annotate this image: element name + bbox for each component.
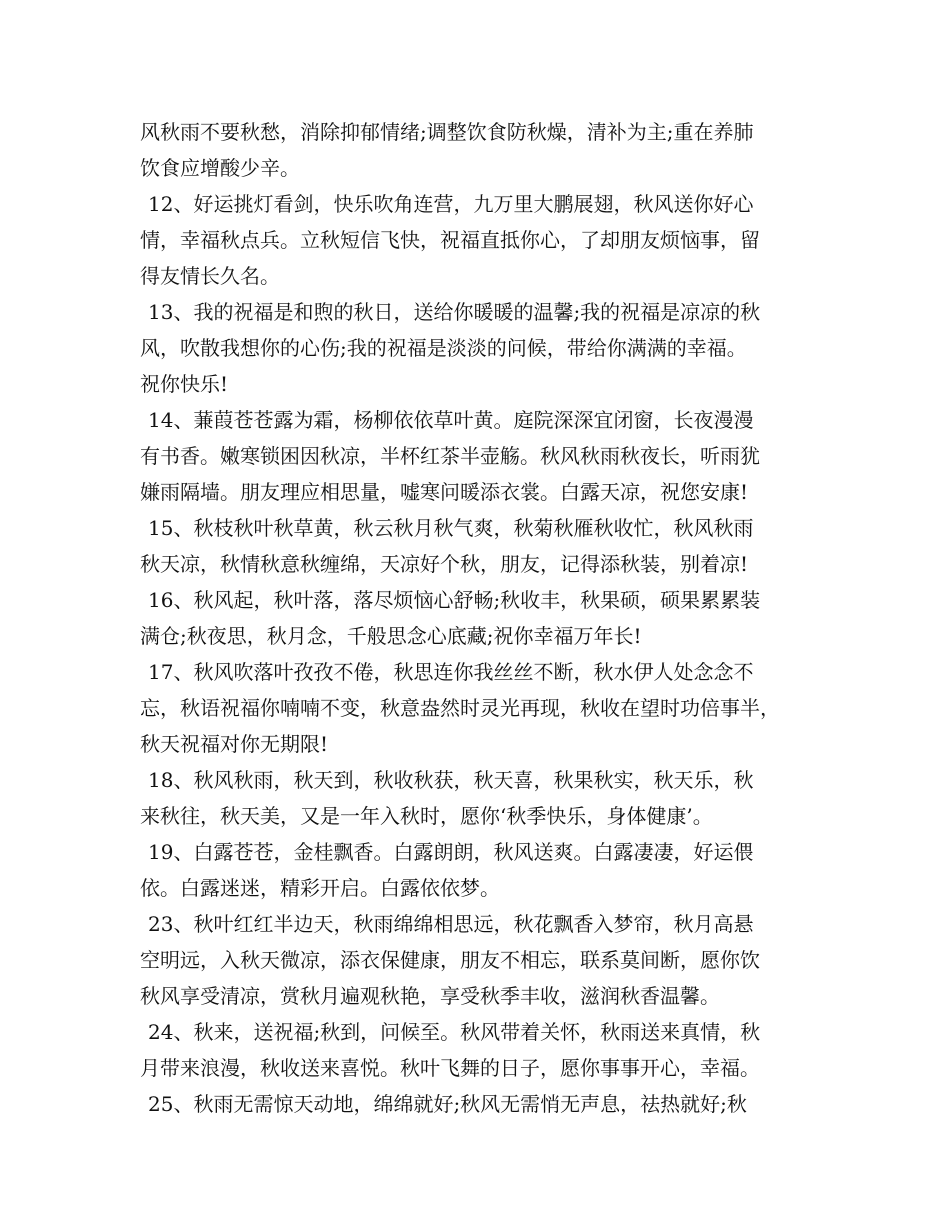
text-line: 秋风享受清凉，赏秋月遍观秋艳，享受秋季丰收，滋润秋香温馨。	[140, 984, 720, 1008]
text-line: 祝你快乐!	[140, 372, 229, 396]
text-line: 有书香。嫩寒锁困因秋凉，半杯红茶半壶觞。秋风秋雨秋夜长，听雨犹	[140, 444, 760, 468]
text-line: 来秋往，秋天美，又是一年入秋时，愿你‘秋季快乐，身体健康’。	[140, 804, 713, 828]
text-line: 17、秋风吹落叶孜孜不倦，秋思连你我丝丝不断，秋水伊人处念念不	[148, 660, 754, 684]
text-line: 19、白露苍苍，金桂飘香。白露朗朗，秋风送爽。白露凄凄，好运偎	[148, 840, 754, 864]
text-line: 13、我的祝福是和煦的秋日，送给你暖暖的温馨;我的祝福是凉凉的秋	[148, 300, 761, 324]
text-line: 嫌雨隔墙。朋友理应相思量，嘘寒问暖添衣裳。白露天凉，祝您安康!	[140, 480, 749, 504]
text-line: 风秋雨不要秋愁，消除抑郁情绪;调整饮食防秋燥，清补为主;重在养肺	[140, 120, 754, 144]
text-line: 16、秋风起，秋叶落，落尽烦恼心舒畅;秋收丰，秋果硕，硕果累累装	[148, 588, 761, 612]
text-line: 14、蒹葭苍苍露为霜，杨柳依依草叶黄。庭院深深宜闭窗，长夜漫漫	[148, 408, 754, 432]
text-line: 忘，秋语祝福你喃喃不变，秋意盎然时灵光再现，秋收在望时功倍事半，	[140, 696, 780, 720]
text-line: 情，幸福秋点兵。立秋短信飞快，祝福直抵你心，了却朋友烦恼事，留	[140, 228, 760, 252]
text-line: 秋天凉，秋情秋意秋缠绵，天凉好个秋，朋友，记得添秋装，别着凉!	[140, 552, 749, 576]
text-line: 12、好运挑灯看剑，快乐吹角连营，九万里大鹏展翅，秋风送你好心	[148, 192, 754, 216]
text-line: 25、秋雨无需惊天动地，绵绵就好;秋风无需悄无声息，祛热就好;秋	[148, 1092, 747, 1116]
text-line: 24、秋来，送祝福;秋到，问候至。秋风带着关怀，秋雨送来真情，秋	[148, 1020, 761, 1044]
text-line: 得友情长久名。	[140, 264, 280, 288]
text-line: 饮食应增酸少辛。	[140, 156, 300, 180]
text-line: 依。白露迷迷，精彩开启。白露依依梦。	[140, 876, 500, 900]
text-line: 满仓;秋夜思，秋月念，千般思念心底藏;祝你幸福万年长!	[140, 624, 642, 648]
text-line: 23、秋叶红红半边天，秋雨绵绵相思远，秋花飘香入梦帘，秋月高悬	[148, 912, 754, 936]
text-line: 空明远，入秋天微凉，添衣保健康，朋友不相忘，联系莫间断，愿你饮	[140, 948, 760, 972]
text-line: 月带来浪漫，秋收送来喜悦。秋叶飞舞的日子，愿你事事开心，幸福。	[140, 1056, 760, 1080]
text-line: 15、秋枝秋叶秋草黄，秋云秋月秋气爽，秋菊秋雁秋收忙，秋风秋雨	[148, 516, 754, 540]
text-line: 18、秋风秋雨，秋天到，秋收秋获，秋天喜，秋果秋实，秋天乐，秋	[148, 768, 754, 792]
text-line: 秋天祝福对你无期限!	[140, 732, 329, 756]
text-line: 风，吹散我想你的心伤;我的祝福是淡淡的问候，带给你满满的幸福。	[140, 336, 747, 360]
document-body	[140, 114, 830, 1122]
